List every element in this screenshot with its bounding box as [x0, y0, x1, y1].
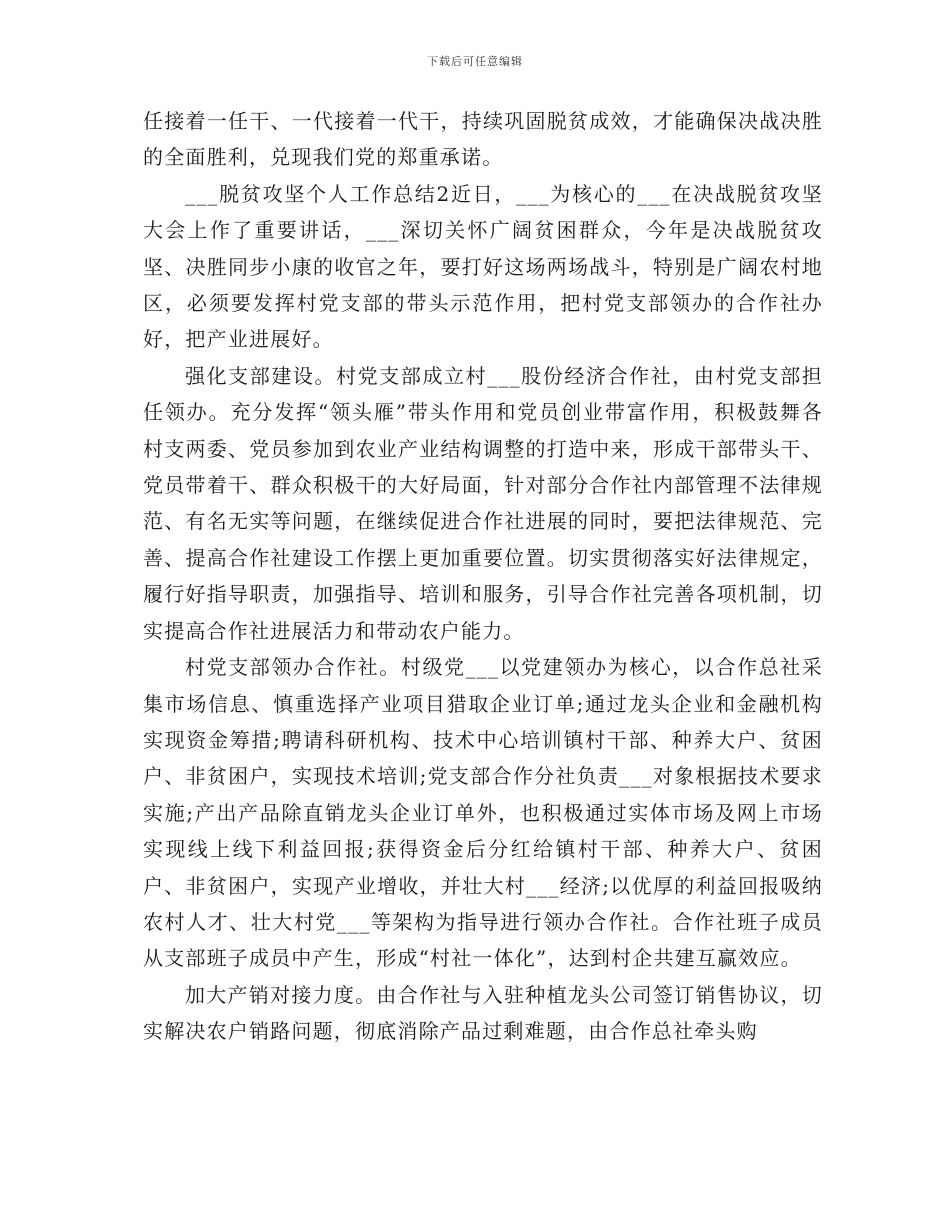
paragraph-cooperative-leadership: 村党支部领办合作社。村级党___以党建领办为核心，以合作总社采集市场信息、慎重选择产业项目猎取企业订单;通过龙头企业和金融机构实现资金筹措;聘请科研机构、技术中心培训镇村干部、种养大户、贫困户、非贫困户，实现技术培训;党支部合作分社负责___对象根据技术要求实施;产出产品除直销龙头企业订单外，也积极通过实体市场及网上市场实现线上线下利益回报;获得资金后分红给镇村干部、种养大户、贫困户、非贫困户，实现产业增收，并壮大村___经济;以优厚的利益回报吸纳农村人才、壮大村党___等架构为指导进行领办合作社。合作社班子成员从支部班子成员中产生，形成“村社一体化”，达到村企共建互赢效应。 [143, 655, 823, 971]
page-header: 下载后可任意编辑 [427, 55, 523, 68]
paragraph-continuation: 任接着一任干、一代接着一代干，持续巩固脱贫成效，才能确保决战决胜的全面胜利，兑现我们党的郑重承诺。 [143, 109, 823, 170]
paragraph-summary-intro: ___脱贫攻坚个人工作总结2近日，___为核心的___在决战脱贫攻坚大会上作了重要讲话，___深切关怀广阔贫困群众，今年是决战脱贫攻坚、决胜同步小康的收官之年，要打好这场两场战斗，特别是广阔农村地区，必须要发挥村党支部的带头示范作用，把村党支部领办的合作社办好，把产业进展好。 [143, 181, 823, 352]
document-body [143, 103, 823, 1050]
paragraph-branch-building: 强化支部建设。村党支部成立村___股份经济合作社，由村党支部担任领办。充分发挥“领头雁”带头作用和党员创业带富作用，积极鼓舞各村支两委、党员参加到农业产业结构调整的打造中来，形成干部带头干、党员带着干、群众积极干的大好局面，针对部分合作社内部管理不法律规范、有名无实等问题，在继续促进合作社进展的同时，要把法律规范、完善、提高合作社建设工作摆上更加重要位置。切实贯彻落实好法律规定，履行好指导职责，加强指导、培训和服务，引导合作社完善各项机制，切实提高合作社进展活力和带动农户能力。 [143, 363, 823, 643]
paragraph-sales-docking: 加大产销对接力度。由合作社与入驻种植龙头公司签订销售协议，切实解决农户销路问题，彻底消除产品过剩难题，由合作总社牵头购 [143, 982, 823, 1044]
